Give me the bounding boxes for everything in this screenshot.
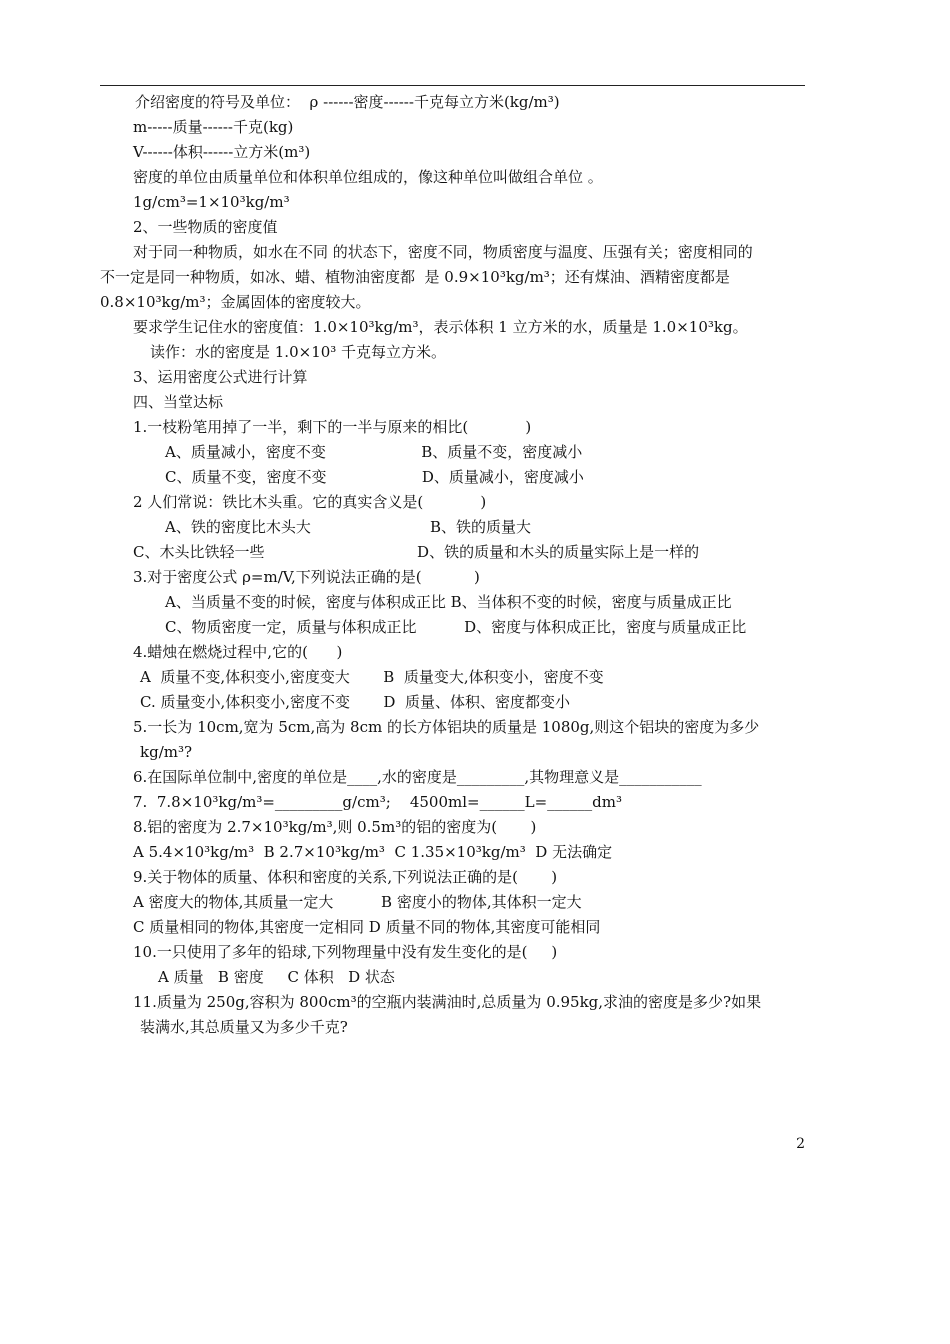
question-11-cont: 装满水,其总质量又为多少千克? [140, 1018, 348, 1036]
section-heading: 四、当堂达标 [133, 393, 224, 411]
question-2: 2 人们常说：铁比木头重。它的真实含义是( ) [133, 493, 487, 511]
question-6: 6.在国际单位制中,密度的单位是____,水的密度是_________,其物理意义是___________ [133, 768, 702, 786]
question-8: 8.铝的密度为 2.7×10³kg/m³,则 0.5m³的铝的密度为( ) [133, 818, 537, 836]
text-line: V------体积------立方米(m³) [133, 143, 311, 161]
header-rule [100, 85, 805, 86]
text-line: 介绍密度的符号及单位： ρ ------密度------千克每立方米(kg/m³) [135, 93, 560, 111]
text-line: 要求学生记住水的密度值：1.0×10³kg/m³，表示体积 1 立方米的水，质量是 1.0×10³kg。 [133, 318, 748, 336]
question-8-options: A 5.4×10³kg/m³ B 2.7×10³kg/m³ C 1.35×10³kg/m³ D 无法确定 [133, 843, 613, 861]
text-line: 2、一些物质的密度值 [133, 218, 278, 236]
question-3: 3.对于密度公式 ρ=m/V,下列说法正确的是( ) [133, 568, 480, 586]
question-10-options: A 质量 B 密度 C 体积 D 状态 [158, 968, 395, 986]
text-line: 读作：水的密度是 1.0×10³ 千克每立方米。 [150, 343, 447, 361]
question-4-options: C. 质量变小,体积变小,密度不变 D 质量、体积、密度都变小 [140, 693, 570, 711]
question-4-options: A 质量不变,体积变小,密度变大 B 质量变大,体积变小，密度不变 [140, 668, 604, 686]
question-9-options: A 密度大的物体,其质量一定大 B 密度小的物体,其体积一定大 [133, 893, 582, 911]
text-line: 1g/cm³=1×10³kg/m³ [133, 193, 290, 211]
question-2-options: A、铁的密度比木头大 B、铁的质量大 [165, 518, 532, 536]
question-9-options: C 质量相同的物体,其密度一定相同 D 质量不同的物体,其密度可能相同 [133, 918, 601, 936]
question-3-options: C、物质密度一定，质量与体积成正比 D、密度与体积成正比，密度与质量成正比 [165, 618, 747, 636]
question-5-cont: kg/m³? [140, 743, 193, 761]
question-7: 7. 7.8×10³kg/m³=_________g/cm³; 4500ml=______L=______dm³ [133, 793, 622, 811]
question-11: 11.质量为 250g,容积为 800cm³的空瓶内装满油时,总质量为 0.95kg,求油的密度是多少?如果 [133, 993, 762, 1011]
question-1: 1.一枝粉笔用掉了一半，剩下的一半与原来的相比( ) [133, 418, 532, 436]
question-2-options: C、木头比铁轻一些 D、铁的质量和木头的质量实际上是一样的 [133, 543, 700, 561]
question-3-options: A、当质量不变的时候，密度与体积成正比 B、当体积不变的时候，密度与质量成正比 [165, 593, 732, 611]
question-1-options: A、质量减小，密度不变 B、质量不变，密度减小 [165, 443, 583, 461]
text-line: 3、运用密度公式进行计算 [133, 368, 308, 386]
text-line: 不一定是同一种物质，如冰、蜡、植物油密度都 是 0.9×10³kg/m³；还有煤油、酒精密度都是 [100, 268, 730, 286]
text-line: 0.8×10³kg/m³；金属固体的密度较大。 [100, 293, 371, 311]
question-10: 10.一只使用了多年的铅球,下列物理量中没有发生变化的是( ) [133, 943, 558, 961]
text-line: 密度的单位由质量单位和体积单位组成的，像这种单位叫做组合单位 。 [133, 168, 603, 186]
question-9: 9.关于物体的质量、体积和密度的关系,下列说法正确的是( ) [133, 868, 558, 886]
question-1-options: C、质量不变，密度不变 D、质量减小，密度减小 [165, 468, 584, 486]
text-line: 对于同一种物质，如水在不同 的状态下，密度不同，物质密度与温度、压强有关；密度相同的 [133, 243, 753, 261]
page-number: 2 [796, 1136, 805, 1152]
text-line: m-----质量------千克(kg) [133, 118, 294, 136]
question-5: 5.一长为 10cm,宽为 5cm,高为 8cm 的长方体铝块的质量是 1080g,则这个铝块的密度为多少 [133, 718, 760, 736]
question-4: 4.蜡烛在燃烧过程中,它的( ) [133, 643, 343, 661]
